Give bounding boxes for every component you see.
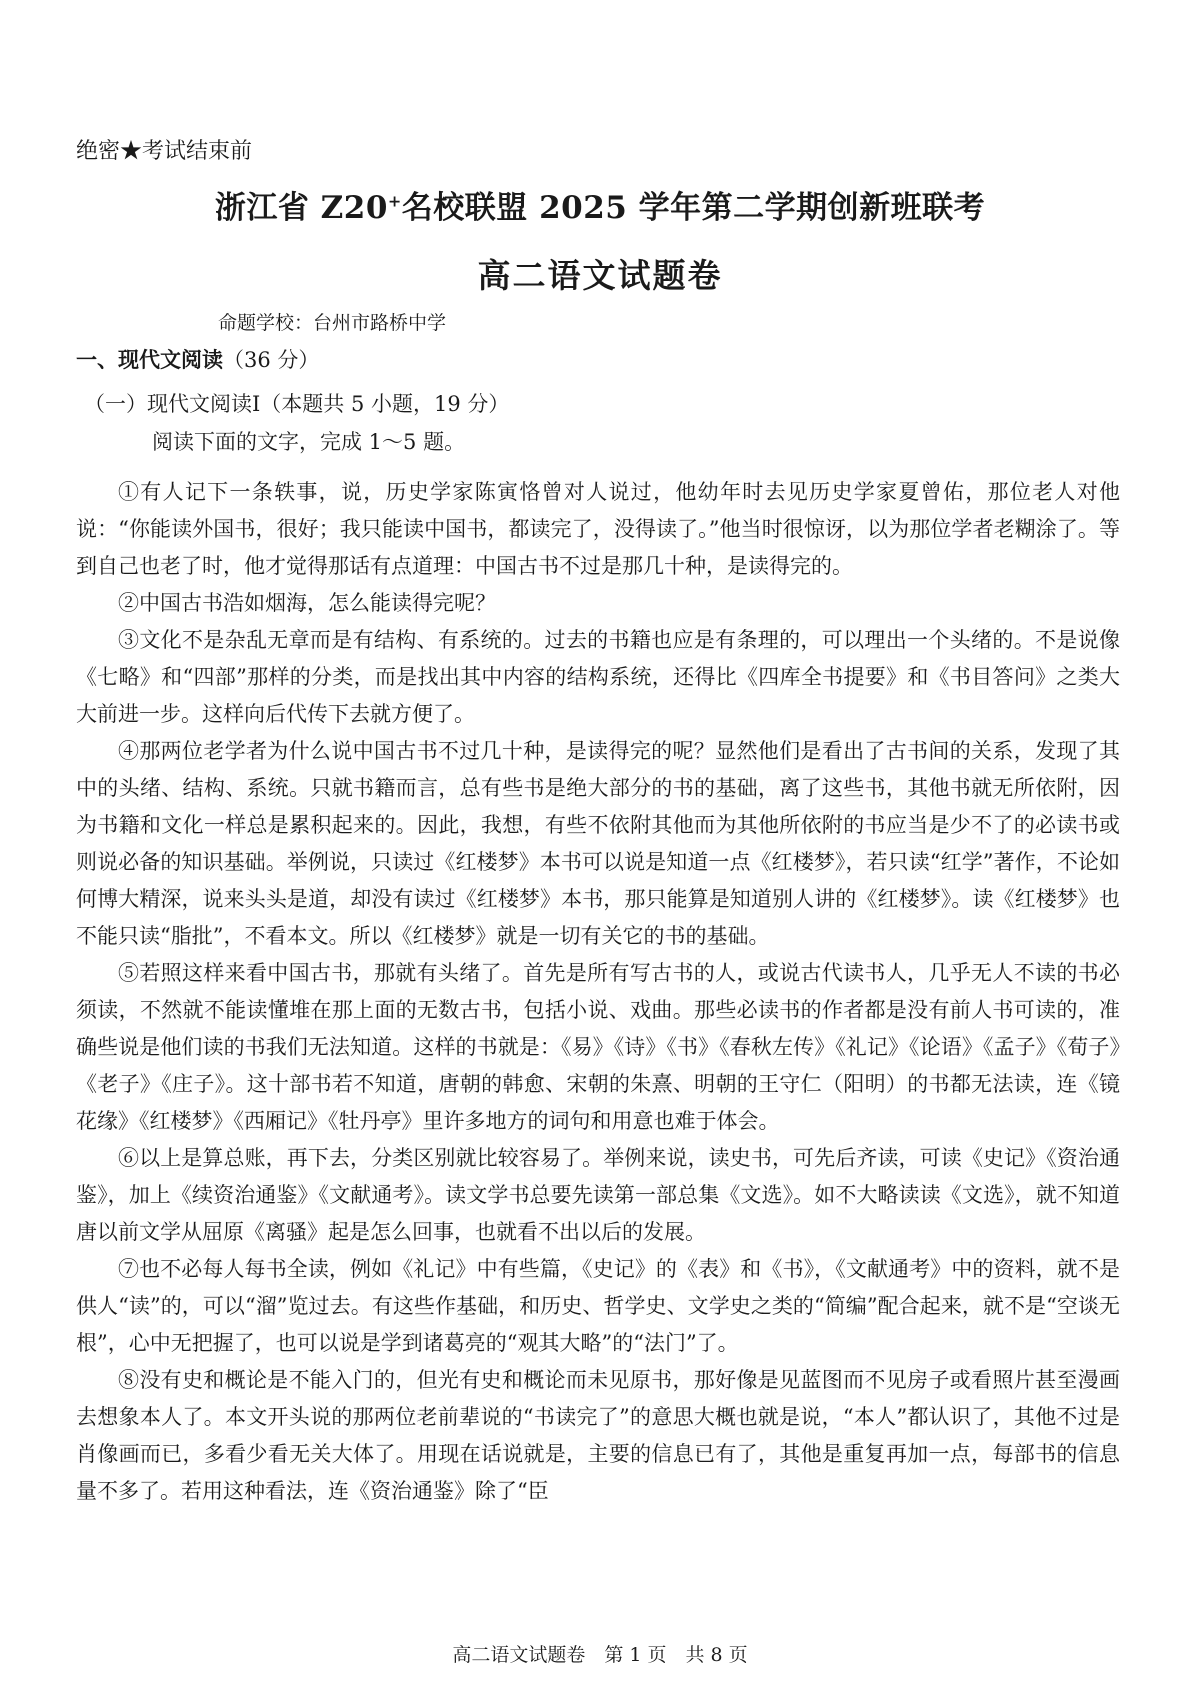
page-footer: 高二语文试题卷 第 1 页 共 8 页 (452, 1644, 748, 1666)
reading-passage (76, 474, 1120, 1510)
setter-school: 命题学校：台州市路桥中学 (218, 312, 447, 334)
paper-title: 高二语文试题卷 (477, 256, 723, 295)
subsection-heading: （一）现代文阅读Ⅰ（本题共 5 小题，19 分） (84, 392, 510, 416)
section-score: （36 分） (223, 348, 320, 372)
paragraph-6: ⑥以上是算总账，再下去，分类区别就比较容易了。举例来说，读史书，可先后齐读，可读《史记》《资治通鉴》，加上《续资治通鉴》《文献通考》。读文学书总要先读第一部总集《文选》。如不大略读读《文选》，就不知道唐以前文学从屈原《离骚》起是怎么回事，也就看不出以后的发展。 (76, 1146, 1120, 1244)
paragraph-2: ②中国古书浩如烟海，怎么能读得完呢？ (118, 591, 496, 615)
paragraph-8: ⑧没有史和概论是不能入门的，但光有史和概论而未见原书，那好像是见蓝图而不见房子或看照片甚至漫画去想象本人了。本文开头说的那两位老前辈说的“书读完了”的意思大概也就是说，“本人”都认识了，其他不过是肖像画而已，多看少看无关大体了。用现在话说就是，主要的信息已有了，其他是重复再加一点，每部书的信息量不多了。若用这种看法，连《资治通鉴》除了“臣 (76, 1368, 1120, 1503)
confidential-mark: 绝密★考试结束前 (76, 139, 253, 164)
reading-instruction: 阅读下面的文字，完成 1～5 题。 (152, 430, 466, 454)
paragraph-4: ④那两位老学者为什么说中国古书不过几十种，是读得完的呢？显然他们是看出了古书间的关系，发现了其中的头绪、结构、系统。只就书籍而言，总有些书是绝大部分的书的基础，离了这些书，其他书就无所依附，因为书籍和文化一样总是累积起来的。因此，我想，有些不依附其他而为其他所依附的书应当是少不了的必读书或则说必备的知识基础。举例说，只读过《红楼梦》本书可以说是知道一点《红楼梦》，若只读“红学”著作，不论如何博大精深，说来头头是道，却没有读过《红楼梦》本书，那只能算是知道别人讲的《红楼梦》。读《红楼梦》也不能只读“脂批”，不看本文。所以《红楼梦》就是一切有关它的书的基础。 (76, 739, 1120, 948)
section-heading-text: 一、现代文阅读 (76, 347, 223, 372)
exam-title (0, 182, 1200, 227)
exam-title-suffix: 名校联盟 2025 学年第二学期创新班联考 (401, 190, 986, 226)
paragraph-5: ⑤若照这样来看中国古书，那就有头绪了。首先是所有写古书的人，或说古代读书人，几乎无人不读的书必须读，不然就不能读懂堆在那上面的无数古书，包括小说、戏曲。那些必读书的作者都是没有前人书可读的，准确些说是他们读的书我们无法知道。这样的书就是：《易》《诗》《书》《春秋左传》《礼记》《论语》《孟子》《荀子》《老子》《庄子》。这十部书若不知道，唐朝的韩愈、宋朝的朱熹、明朝的王守仁（阳明）的书都无法读，连《镜花缘》《红楼梦》《西厢记》《牡丹亭》里许多地方的词句和用意也难于体会。 (76, 961, 1120, 1133)
section-heading (76, 344, 319, 374)
paragraph-1: ①有人记下一条轶事，说，历史学家陈寅恪曾对人说过，他幼年时去见历史学家夏曾佑，那位老人对他说：“你能读外国书，很好；我只能读中国书，都读完了，没得读了。”他当时很惊讶，以为那位学者老糊涂了。等到自己也老了时，他才觉得那话有点道理：中国古书不过是那几十种，是读得完的。 (76, 480, 1120, 578)
exam-title-prefix: 浙江省 Z20 (214, 190, 388, 226)
paragraph-3: ③文化不是杂乱无章而是有结构、有系统的。过去的书籍也应是有条理的，可以理出一个头绪的。不是说像《七略》和“四部”那样的分类，而是找出其中内容的结构系统，还得比《四库全书提要》和《书目答问》之类大大前进一步。这样向后代传下去就方便了。 (76, 628, 1120, 726)
paragraph-7: ⑦也不必每人每书全读，例如《礼记》中有些篇，《史记》的《表》和《书》，《文献通考》中的资料，就不是供人“读”的，可以“溜”览过去。有这些作基础，和历史、哲学史、文学史之类的“简编”配合起来，就不是“空谈无根”，心中无把握了，也可以说是学到诸葛亮的“观其大略”的“法门”了。 (76, 1257, 1120, 1355)
exam-title-sup: + (387, 191, 402, 211)
